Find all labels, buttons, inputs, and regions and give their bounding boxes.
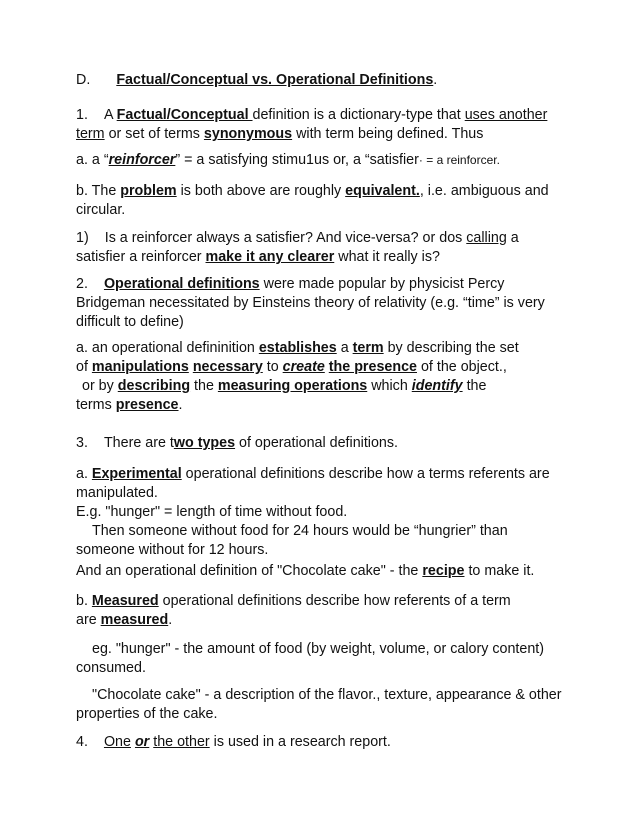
term-equivalent: equivalent. <box>345 183 420 199</box>
word-term: term <box>76 126 105 142</box>
term-measured: Measured <box>91 593 159 609</box>
point-4 <box>76 733 576 752</box>
term-measured: measured <box>100 612 169 628</box>
term-the-presence: the presence <box>328 359 417 375</box>
text: There are t <box>103 435 174 451</box>
text: a <box>336 340 353 356</box>
text: is used in a research report. <box>209 734 391 750</box>
text: a. an operational defininition <box>76 340 259 356</box>
term-experimental: Experimental <box>91 466 182 482</box>
text: . <box>178 397 183 413</box>
text: operational definitions describe how referents of a term <box>158 593 511 609</box>
point-number: 1) <box>76 230 89 246</box>
term-reinforcer: reinforcer <box>108 152 176 168</box>
point-number: 1. <box>76 107 88 123</box>
point-3b-cake <box>76 686 576 724</box>
phrase-the-other: the other <box>153 734 210 750</box>
heading-period: . <box>433 72 438 88</box>
word-one: One <box>103 734 131 750</box>
term-measuring-operations: measuring operations <box>217 378 368 394</box>
point-3b <box>76 592 576 630</box>
text: consumed. <box>76 660 146 676</box>
point-3-cake-example <box>76 562 576 581</box>
text: manipulated. <box>76 485 158 501</box>
text: b. <box>76 593 92 609</box>
point-number: 3. <box>76 435 88 451</box>
text: the <box>462 378 487 394</box>
text: . <box>168 612 173 628</box>
text: of operational definitions. <box>235 435 398 451</box>
heading-letter: D. <box>76 72 91 88</box>
text: operational definitions describe how a terms referents are <box>181 466 550 482</box>
point-1b <box>76 182 576 220</box>
text: to <box>262 359 283 375</box>
term-factual-conceptual: Factual/Conceptual <box>116 107 253 123</box>
text: Then someone without food for 24 hours would be “hungrier” than <box>92 523 508 539</box>
text: a <box>506 230 519 246</box>
term-two-types: wo types <box>173 435 236 451</box>
text: difficult to define) <box>76 314 184 330</box>
phrase-make-it-any-clearer: make it any clearer <box>205 249 335 265</box>
term-synonymous: synonymous <box>203 126 293 142</box>
text: eg. "hunger" - the amount of food (by weight, volume, or calory content) <box>92 641 545 657</box>
text: · = a reinforcer. <box>418 153 500 167</box>
text: the <box>190 378 218 394</box>
text: were made popular by physicist Percy <box>259 276 505 292</box>
text: E.g. "hunger" = length of time without food. <box>76 504 348 520</box>
text: is both above are roughly <box>176 183 346 199</box>
text: with term being defined. Thus <box>292 126 484 142</box>
text: or by <box>82 378 118 394</box>
term-manipulations: manipulations <box>91 359 189 375</box>
text: of <box>76 359 92 375</box>
text: a. <box>76 466 92 482</box>
point-2a <box>76 339 576 415</box>
text: "Chocolate cake" - a description of the flavor., texture, appearance & other <box>92 687 562 703</box>
text: or set of terms <box>104 126 204 142</box>
term-identify: identify <box>411 378 463 394</box>
text: ” = a satisfying stimu1us or, a “satisfier <box>175 152 419 168</box>
point-3b-hunger <box>76 640 576 678</box>
term-establishes: establishes <box>258 340 337 356</box>
text: b. The <box>76 183 121 199</box>
word-or: or <box>134 734 150 750</box>
point-number: 4. <box>76 734 88 750</box>
text: what it really is? <box>334 249 440 265</box>
point-3 <box>76 434 576 453</box>
text: a. a “ <box>76 152 109 168</box>
text: someone without for 12 hours. <box>76 542 269 558</box>
point-3a <box>76 465 576 560</box>
text: definition is a dictionary-type that <box>252 107 465 123</box>
text: of the object., <box>417 359 507 375</box>
term-presence: presence <box>115 397 179 413</box>
text: , i.e. ambiguous and <box>419 183 549 199</box>
text: which <box>367 378 412 394</box>
text: terms <box>76 397 116 413</box>
text: A <box>103 107 117 123</box>
text: to make it. <box>464 563 535 579</box>
term-term: term <box>352 340 384 356</box>
term-necessary: necessary <box>192 359 263 375</box>
term-problem: problem <box>120 183 177 199</box>
text: satisfier a reinforcer <box>76 249 206 265</box>
point-1a <box>76 151 576 170</box>
text: are <box>76 612 101 628</box>
term-describing: describing <box>117 378 191 394</box>
section-heading <box>76 71 576 90</box>
text: by describing the set <box>383 340 519 356</box>
text: Bridgeman necessitated by Einsteins theory of relativity (e.g. “time” is very <box>76 295 545 311</box>
term-operational-definitions: Operational definitions <box>103 276 260 292</box>
text: properties of the cake. <box>76 706 218 722</box>
term-recipe: recipe <box>422 563 465 579</box>
phrase-uses-another: uses another <box>464 107 548 123</box>
word-calling: calling <box>466 230 507 246</box>
point-2 <box>76 275 576 332</box>
point-number: 2. <box>76 276 88 292</box>
heading-title: Factual/Conceptual vs. Operational Definitions <box>116 72 434 88</box>
point-1 <box>76 106 576 144</box>
text: And an operational definition of "Chocolate cake" - the <box>76 563 423 579</box>
point-1-question <box>76 229 576 267</box>
term-create: create <box>282 359 325 375</box>
text: circular. <box>76 202 126 218</box>
text: Is a reinforcer always a satisfier? And vice-versa? or dos <box>104 230 467 246</box>
